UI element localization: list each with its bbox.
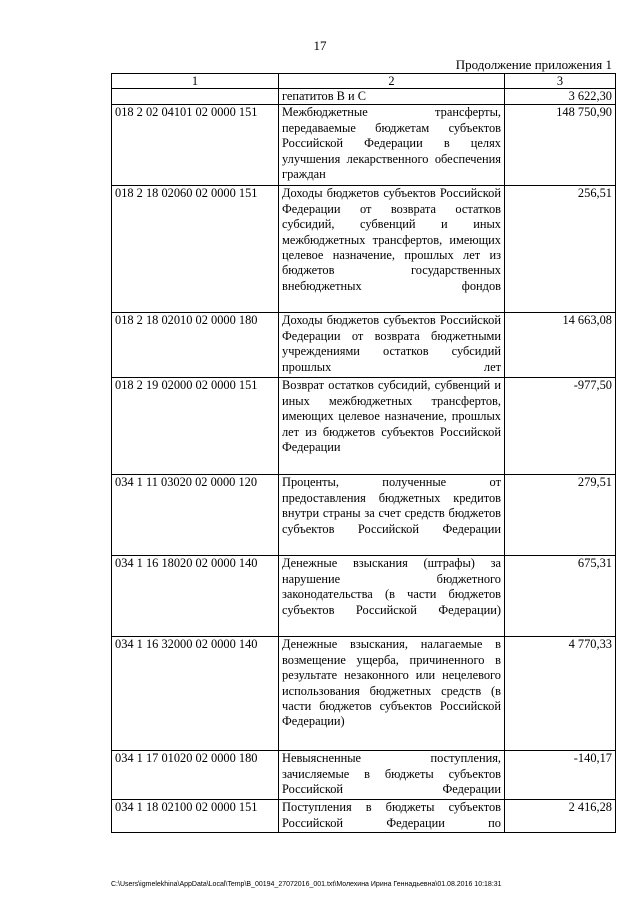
table-row (112, 378, 616, 475)
row-description: Доходы бюджетов субъектов Российской Федерации от возврата остатков субсидий, субвенций и иных межбюджетных трансфертов, имеющих целевое назначение, прошлых лет из бюджетов государственных внебюджетных фондов (279, 186, 505, 313)
row-code: 034 1 18 02100 02 0000 151 (112, 800, 279, 833)
row-amount: -977,50 (505, 378, 616, 475)
row-amount: -140,17 (505, 751, 616, 800)
row-description: Денежные взыскания, налагаемые в возмещение ущерба, причиненного в результате незаконного или нецелевого использования бюджетных средств (в части бюджетов субъектов Российской Федерации) (279, 637, 505, 751)
row-amount: 148 750,90 (505, 105, 616, 186)
row-code: 018 2 18 02060 02 0000 151 (112, 186, 279, 313)
row-code: 018 2 18 02010 02 0000 180 (112, 313, 279, 378)
row-description: Проценты, полученные от предоставления бюджетных кредитов внутри страны за счет средств бюджетов субъектов Российской Федерации (279, 475, 505, 556)
continuation-caption: Продолжение приложения 1 (455, 57, 612, 72)
column-header-amount: 3 (505, 74, 616, 89)
row-code: 018 2 19 02000 02 0000 151 (112, 378, 279, 475)
row-description: Возврат остатков субсидий, субвенций и иных межбюджетных трансфертов, имеющих целевое назначение, прошлых лет из бюджетов субъектов Российской Федерации (279, 378, 505, 475)
table-row (112, 556, 616, 637)
row-code: 034 1 17 01020 02 0000 180 (112, 751, 279, 800)
row-amount: 256,51 (505, 186, 616, 313)
column-header-code: 1 (112, 74, 279, 89)
table-row (112, 637, 616, 751)
row-code: 034 1 16 32000 02 0000 140 (112, 637, 279, 751)
row-amount: 675,31 (505, 556, 616, 637)
table-header (112, 74, 616, 89)
row-amount: 3 622,30 (505, 89, 616, 105)
row-code: 034 1 11 03020 02 0000 120 (112, 475, 279, 556)
row-code (112, 89, 279, 105)
row-description: Денежные взыскания (штрафы) за нарушение бюджетного законодательства (в части бюджетов субъектов Российской Федерации) (279, 556, 505, 637)
row-description: Межбюджетные трансферты, передаваемые бюджетам субъектов Российской Федерации в целях улучшения лекарственного обеспечения граждан (279, 105, 505, 186)
row-code: 018 2 02 04101 02 0000 151 (112, 105, 279, 186)
page-number: 17 (313, 38, 327, 53)
file-path-footer: C:\Users\igmelekhina\AppData\Local\Temp\B_00194_27072016_001.txt\Молехина Ирина Геннадьевна\01.08.2016 10:18:31 (111, 881, 502, 888)
row-amount: 2 416,28 (505, 800, 616, 833)
table-row (112, 800, 616, 833)
table-row (112, 313, 616, 378)
row-description: Невыясненные поступления, зачисляемые в бюджеты субъектов Российской Федерации (279, 751, 505, 800)
table-row (112, 89, 616, 105)
row-description: гепатитов В и С (279, 89, 505, 105)
budget-table (111, 73, 616, 833)
row-code: 034 1 16 18020 02 0000 140 (112, 556, 279, 637)
header-row (112, 74, 616, 89)
row-description: Доходы бюджетов субъектов Российской Федерации от возврата бюджетными учреждениями остатков субсидий прошлых лет (279, 313, 505, 378)
row-amount: 4 770,33 (505, 637, 616, 751)
row-description: Поступления в бюджеты субъектов Российской Федерации по (279, 800, 505, 833)
table-row (112, 475, 616, 556)
table-row (112, 751, 616, 800)
column-header-name: 2 (279, 74, 505, 89)
table-row (112, 105, 616, 186)
row-amount: 279,51 (505, 475, 616, 556)
row-amount: 14 663,08 (505, 313, 616, 378)
table-row (112, 186, 616, 313)
